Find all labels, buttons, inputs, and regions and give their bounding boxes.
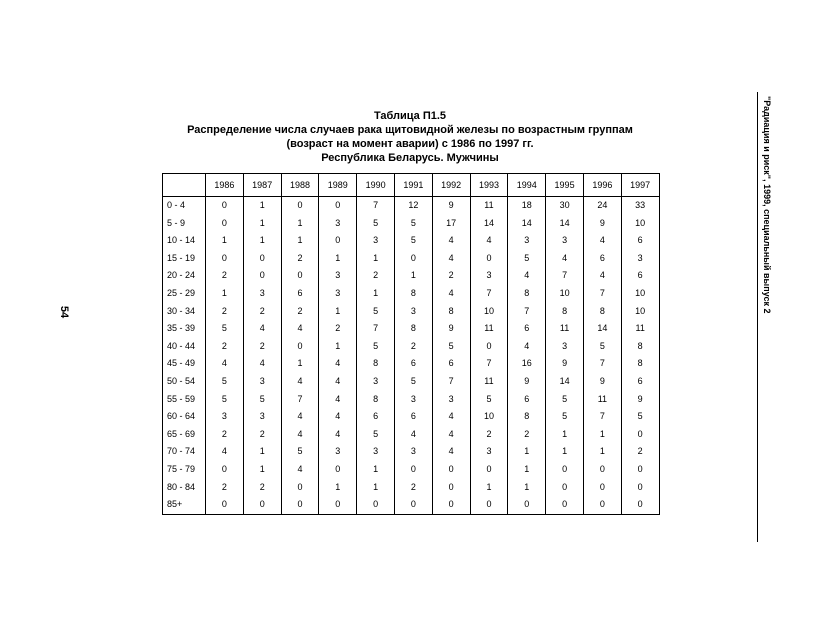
case-count-cell: 5 xyxy=(357,215,395,233)
case-count-cell: 4 xyxy=(432,426,470,444)
table-caption: Распределение числа случаев рака щитовидной железы по возрастным группам xyxy=(187,124,633,136)
case-count-cell: 3 xyxy=(357,232,395,250)
case-count-cell: 11 xyxy=(470,320,508,338)
case-count-cell: 0 xyxy=(583,461,621,479)
case-count-cell: 1 xyxy=(281,215,319,233)
case-count-cell: 2 xyxy=(394,338,432,356)
table-row xyxy=(163,479,660,497)
age-group-label: 55 - 59 xyxy=(163,391,206,409)
case-count-cell: 0 xyxy=(470,250,508,268)
case-count-cell: 6 xyxy=(394,408,432,426)
case-count-cell: 0 xyxy=(621,426,659,444)
case-count-cell: 8 xyxy=(583,303,621,321)
case-count-cell: 10 xyxy=(470,303,508,321)
case-count-cell: 14 xyxy=(546,215,584,233)
case-count-cell: 5 xyxy=(546,408,584,426)
case-count-cell: 7 xyxy=(583,408,621,426)
case-count-cell: 4 xyxy=(319,355,357,373)
year-header-1994: 1994 xyxy=(508,174,546,197)
case-count-cell: 3 xyxy=(394,303,432,321)
case-count-cell: 1 xyxy=(357,250,395,268)
case-count-cell: 5 xyxy=(357,426,395,444)
case-count-cell: 3 xyxy=(357,443,395,461)
age-group-label: 60 - 64 xyxy=(163,408,206,426)
year-header-1989: 1989 xyxy=(319,174,357,197)
age-group-label: 20 - 24 xyxy=(163,267,206,285)
case-count-cell: 0 xyxy=(243,250,281,268)
year-header-1987: 1987 xyxy=(243,174,281,197)
case-count-cell: 24 xyxy=(583,197,621,215)
case-count-cell: 14 xyxy=(470,215,508,233)
case-count-cell: 2 xyxy=(394,479,432,497)
case-count-cell: 1 xyxy=(319,338,357,356)
case-count-cell: 3 xyxy=(243,373,281,391)
case-count-cell: 7 xyxy=(470,285,508,303)
case-count-cell: 5 xyxy=(243,391,281,409)
case-count-cell: 8 xyxy=(394,320,432,338)
case-count-cell: 5 xyxy=(432,338,470,356)
case-count-cell: 5 xyxy=(357,303,395,321)
table-row xyxy=(163,391,660,409)
case-count-cell: 0 xyxy=(206,250,244,268)
case-count-cell: 14 xyxy=(546,373,584,391)
table-row xyxy=(163,496,660,514)
case-count-cell: 0 xyxy=(281,479,319,497)
case-count-cell: 6 xyxy=(508,320,546,338)
case-count-cell: 4 xyxy=(432,232,470,250)
case-count-cell: 0 xyxy=(546,461,584,479)
age-group-label: 75 - 79 xyxy=(163,461,206,479)
case-count-cell: 2 xyxy=(319,320,357,338)
case-count-cell: 10 xyxy=(470,408,508,426)
case-count-cell: 0 xyxy=(470,338,508,356)
case-count-cell: 11 xyxy=(583,391,621,409)
case-count-cell: 1 xyxy=(546,443,584,461)
age-group-label: 35 - 39 xyxy=(163,320,206,338)
age-group-label: 25 - 29 xyxy=(163,285,206,303)
case-count-cell: 1 xyxy=(243,443,281,461)
table-row xyxy=(163,303,660,321)
table-row xyxy=(163,250,660,268)
case-count-cell: 1 xyxy=(206,232,244,250)
case-count-cell: 10 xyxy=(621,285,659,303)
case-count-cell: 6 xyxy=(394,355,432,373)
case-count-cell: 33 xyxy=(621,197,659,215)
table-title xyxy=(160,109,660,165)
case-count-cell: 0 xyxy=(243,267,281,285)
case-count-cell: 0 xyxy=(319,232,357,250)
case-count-cell: 5 xyxy=(281,443,319,461)
case-count-cell: 8 xyxy=(394,285,432,303)
case-count-cell: 3 xyxy=(470,443,508,461)
case-count-cell: 1 xyxy=(243,461,281,479)
year-header-1988: 1988 xyxy=(281,174,319,197)
case-count-cell: 4 xyxy=(281,408,319,426)
case-count-cell: 30 xyxy=(546,197,584,215)
case-count-cell: 2 xyxy=(432,267,470,285)
case-count-cell: 0 xyxy=(206,496,244,514)
case-count-cell: 2 xyxy=(243,338,281,356)
case-count-cell: 11 xyxy=(621,320,659,338)
case-count-cell: 4 xyxy=(319,391,357,409)
year-header-1990: 1990 xyxy=(357,174,395,197)
running-header: "Радиация и риск", 1999, специальный выпуск 2 xyxy=(762,96,772,314)
case-count-cell: 10 xyxy=(621,303,659,321)
age-group-label: 0 - 4 xyxy=(163,197,206,215)
case-count-cell: 8 xyxy=(621,338,659,356)
case-count-cell: 4 xyxy=(508,267,546,285)
case-count-cell: 3 xyxy=(206,408,244,426)
case-count-cell: 0 xyxy=(281,496,319,514)
case-count-cell: 2 xyxy=(206,267,244,285)
case-count-cell: 11 xyxy=(470,197,508,215)
table-row xyxy=(163,461,660,479)
case-count-cell: 0 xyxy=(319,461,357,479)
age-group-label: 65 - 69 xyxy=(163,426,206,444)
age-group-label: 5 - 9 xyxy=(163,215,206,233)
case-count-cell: 0 xyxy=(583,479,621,497)
table-body xyxy=(163,197,660,515)
case-count-cell: 0 xyxy=(508,496,546,514)
case-count-cell: 3 xyxy=(357,373,395,391)
case-count-cell: 5 xyxy=(394,232,432,250)
case-count-cell: 16 xyxy=(508,355,546,373)
case-count-cell: 2 xyxy=(508,426,546,444)
vertical-divider xyxy=(757,92,758,542)
year-header-1992: 1992 xyxy=(432,174,470,197)
case-count-cell: 2 xyxy=(621,443,659,461)
case-count-cell: 7 xyxy=(546,267,584,285)
case-count-cell: 3 xyxy=(319,443,357,461)
case-count-cell: 1 xyxy=(470,479,508,497)
case-count-cell: 1 xyxy=(357,461,395,479)
case-count-cell: 8 xyxy=(546,303,584,321)
case-count-cell: 5 xyxy=(206,391,244,409)
case-count-cell: 1 xyxy=(206,285,244,303)
case-count-cell: 4 xyxy=(432,443,470,461)
case-count-cell: 0 xyxy=(281,338,319,356)
case-count-cell: 3 xyxy=(470,267,508,285)
case-count-cell: 3 xyxy=(432,391,470,409)
case-count-cell: 0 xyxy=(281,267,319,285)
case-count-cell: 0 xyxy=(432,461,470,479)
case-count-cell: 0 xyxy=(432,496,470,514)
case-count-cell: 10 xyxy=(546,285,584,303)
case-count-cell: 6 xyxy=(357,408,395,426)
year-header-1997: 1997 xyxy=(621,174,659,197)
case-count-cell: 3 xyxy=(243,285,281,303)
case-count-cell: 5 xyxy=(546,391,584,409)
case-count-cell: 6 xyxy=(621,232,659,250)
case-count-cell: 12 xyxy=(394,197,432,215)
case-count-cell: 6 xyxy=(432,355,470,373)
case-count-cell: 0 xyxy=(206,197,244,215)
header-corner-cell xyxy=(163,174,206,197)
case-count-cell: 0 xyxy=(621,479,659,497)
case-count-cell: 0 xyxy=(281,197,319,215)
case-count-cell: 1 xyxy=(357,285,395,303)
case-count-cell: 0 xyxy=(357,496,395,514)
case-count-cell: 8 xyxy=(508,285,546,303)
case-count-cell: 4 xyxy=(319,373,357,391)
age-group-label: 10 - 14 xyxy=(163,232,206,250)
case-count-cell: 4 xyxy=(432,408,470,426)
data-table xyxy=(162,173,660,515)
case-count-cell: 9 xyxy=(546,355,584,373)
case-count-cell: 4 xyxy=(432,285,470,303)
case-count-cell: 6 xyxy=(508,391,546,409)
case-count-cell: 3 xyxy=(621,250,659,268)
case-count-cell: 6 xyxy=(621,373,659,391)
case-count-cell: 4 xyxy=(508,338,546,356)
case-count-cell: 0 xyxy=(394,250,432,268)
case-count-cell: 8 xyxy=(432,303,470,321)
case-count-cell: 2 xyxy=(206,479,244,497)
case-count-cell: 6 xyxy=(281,285,319,303)
case-count-cell: 4 xyxy=(281,320,319,338)
age-group-label: 70 - 74 xyxy=(163,443,206,461)
case-count-cell: 1 xyxy=(243,232,281,250)
page-number: 54 xyxy=(58,305,71,319)
case-count-cell: 0 xyxy=(206,215,244,233)
case-count-cell: 1 xyxy=(508,443,546,461)
case-count-cell: 5 xyxy=(357,338,395,356)
case-count-cell: 7 xyxy=(583,285,621,303)
table-row xyxy=(163,285,660,303)
case-count-cell: 7 xyxy=(357,320,395,338)
case-count-cell: 3 xyxy=(319,267,357,285)
age-group-label: 50 - 54 xyxy=(163,373,206,391)
case-count-cell: 1 xyxy=(546,426,584,444)
table-row xyxy=(163,215,660,233)
case-count-cell: 7 xyxy=(508,303,546,321)
case-count-cell: 3 xyxy=(394,443,432,461)
case-count-cell: 0 xyxy=(243,496,281,514)
case-count-cell: 14 xyxy=(508,215,546,233)
case-count-cell: 8 xyxy=(508,408,546,426)
case-count-cell: 0 xyxy=(546,496,584,514)
age-group-label: 40 - 44 xyxy=(163,338,206,356)
table-caption-period: (возраст на момент аварии) с 1986 по 1997 гг. xyxy=(286,138,534,150)
case-count-cell: 1 xyxy=(281,232,319,250)
case-count-cell: 4 xyxy=(243,320,281,338)
year-header-1995: 1995 xyxy=(546,174,584,197)
case-count-cell: 5 xyxy=(508,250,546,268)
case-count-cell: 8 xyxy=(621,355,659,373)
table-row xyxy=(163,338,660,356)
case-count-cell: 9 xyxy=(508,373,546,391)
case-count-cell: 0 xyxy=(546,479,584,497)
case-count-cell: 1 xyxy=(243,215,281,233)
table-row xyxy=(163,373,660,391)
case-count-cell: 4 xyxy=(546,250,584,268)
age-group-label: 85+ xyxy=(163,496,206,514)
case-count-cell: 0 xyxy=(319,496,357,514)
case-count-cell: 4 xyxy=(281,426,319,444)
case-count-cell: 9 xyxy=(621,391,659,409)
age-group-label: 30 - 34 xyxy=(163,303,206,321)
case-count-cell: 7 xyxy=(583,355,621,373)
case-count-cell: 4 xyxy=(281,373,319,391)
age-group-label: 80 - 84 xyxy=(163,479,206,497)
case-count-cell: 5 xyxy=(621,408,659,426)
case-count-cell: 7 xyxy=(432,373,470,391)
case-count-cell: 18 xyxy=(508,197,546,215)
case-count-cell: 4 xyxy=(281,461,319,479)
case-count-cell: 4 xyxy=(206,355,244,373)
case-count-cell: 1 xyxy=(508,461,546,479)
case-count-cell: 4 xyxy=(319,426,357,444)
table-row xyxy=(163,355,660,373)
case-count-cell: 9 xyxy=(432,197,470,215)
case-count-cell: 0 xyxy=(621,461,659,479)
case-count-cell: 7 xyxy=(357,197,395,215)
case-count-cell: 0 xyxy=(394,496,432,514)
case-count-cell: 3 xyxy=(394,391,432,409)
case-count-cell: 6 xyxy=(583,250,621,268)
year-header-1996: 1996 xyxy=(583,174,621,197)
case-count-cell: 0 xyxy=(319,197,357,215)
case-count-cell: 0 xyxy=(394,461,432,479)
case-count-cell: 5 xyxy=(206,320,244,338)
case-count-cell: 1 xyxy=(394,267,432,285)
case-count-cell: 2 xyxy=(206,338,244,356)
case-count-cell: 9 xyxy=(432,320,470,338)
case-count-cell: 6 xyxy=(621,267,659,285)
case-count-cell: 2 xyxy=(281,303,319,321)
table-row xyxy=(163,197,660,215)
case-count-cell: 2 xyxy=(281,250,319,268)
case-count-cell: 9 xyxy=(583,215,621,233)
case-count-cell: 8 xyxy=(357,391,395,409)
case-count-cell: 4 xyxy=(243,355,281,373)
case-count-cell: 9 xyxy=(583,373,621,391)
case-count-cell: 2 xyxy=(206,426,244,444)
case-count-cell: 2 xyxy=(357,267,395,285)
table-row xyxy=(163,443,660,461)
case-count-cell: 2 xyxy=(243,303,281,321)
case-count-cell: 3 xyxy=(319,215,357,233)
table-row xyxy=(163,267,660,285)
case-count-cell: 0 xyxy=(470,461,508,479)
age-group-label: 15 - 19 xyxy=(163,250,206,268)
table-row xyxy=(163,320,660,338)
age-group-label: 45 - 49 xyxy=(163,355,206,373)
case-count-cell: 1 xyxy=(319,479,357,497)
case-count-cell: 0 xyxy=(621,496,659,514)
case-count-cell: 0 xyxy=(432,479,470,497)
table-row xyxy=(163,426,660,444)
case-count-cell: 5 xyxy=(583,338,621,356)
case-count-cell: 5 xyxy=(470,391,508,409)
case-count-cell: 1 xyxy=(319,303,357,321)
case-count-cell: 1 xyxy=(357,479,395,497)
case-count-cell: 3 xyxy=(508,232,546,250)
case-count-cell: 4 xyxy=(206,443,244,461)
table-caption-region: Республика Беларусь. Мужчины xyxy=(321,152,499,164)
case-count-cell: 4 xyxy=(583,232,621,250)
case-count-cell: 4 xyxy=(432,250,470,268)
case-count-cell: 1 xyxy=(281,355,319,373)
case-count-cell: 3 xyxy=(243,408,281,426)
year-header-1986: 1986 xyxy=(206,174,244,197)
case-count-cell: 4 xyxy=(319,408,357,426)
case-count-cell: 11 xyxy=(470,373,508,391)
case-count-cell: 1 xyxy=(508,479,546,497)
case-count-cell: 5 xyxy=(394,215,432,233)
year-header-1991: 1991 xyxy=(394,174,432,197)
case-count-cell: 3 xyxy=(319,285,357,303)
case-count-cell: 11 xyxy=(546,320,584,338)
case-count-cell: 3 xyxy=(546,232,584,250)
year-header-1993: 1993 xyxy=(470,174,508,197)
case-count-cell: 0 xyxy=(206,461,244,479)
case-count-cell: 14 xyxy=(583,320,621,338)
case-count-cell: 17 xyxy=(432,215,470,233)
case-count-cell: 0 xyxy=(583,496,621,514)
case-count-cell: 1 xyxy=(583,426,621,444)
case-count-cell: 4 xyxy=(470,232,508,250)
case-count-cell: 1 xyxy=(583,443,621,461)
case-count-cell: 10 xyxy=(621,215,659,233)
case-count-cell: 8 xyxy=(357,355,395,373)
case-count-cell: 4 xyxy=(394,426,432,444)
case-count-cell: 1 xyxy=(243,197,281,215)
case-count-cell: 4 xyxy=(583,267,621,285)
case-count-cell: 2 xyxy=(470,426,508,444)
case-count-cell: 2 xyxy=(243,426,281,444)
case-count-cell: 2 xyxy=(243,479,281,497)
case-count-cell: 3 xyxy=(546,338,584,356)
case-count-cell: 5 xyxy=(394,373,432,391)
case-count-cell: 5 xyxy=(206,373,244,391)
case-count-cell: 1 xyxy=(319,250,357,268)
table-number: Таблица П1.5 xyxy=(373,110,447,122)
table-row xyxy=(163,232,660,250)
case-count-cell: 0 xyxy=(470,496,508,514)
case-count-cell: 2 xyxy=(206,303,244,321)
case-count-cell: 7 xyxy=(470,355,508,373)
table-row xyxy=(163,408,660,426)
header-row xyxy=(163,174,660,197)
case-count-cell: 7 xyxy=(281,391,319,409)
